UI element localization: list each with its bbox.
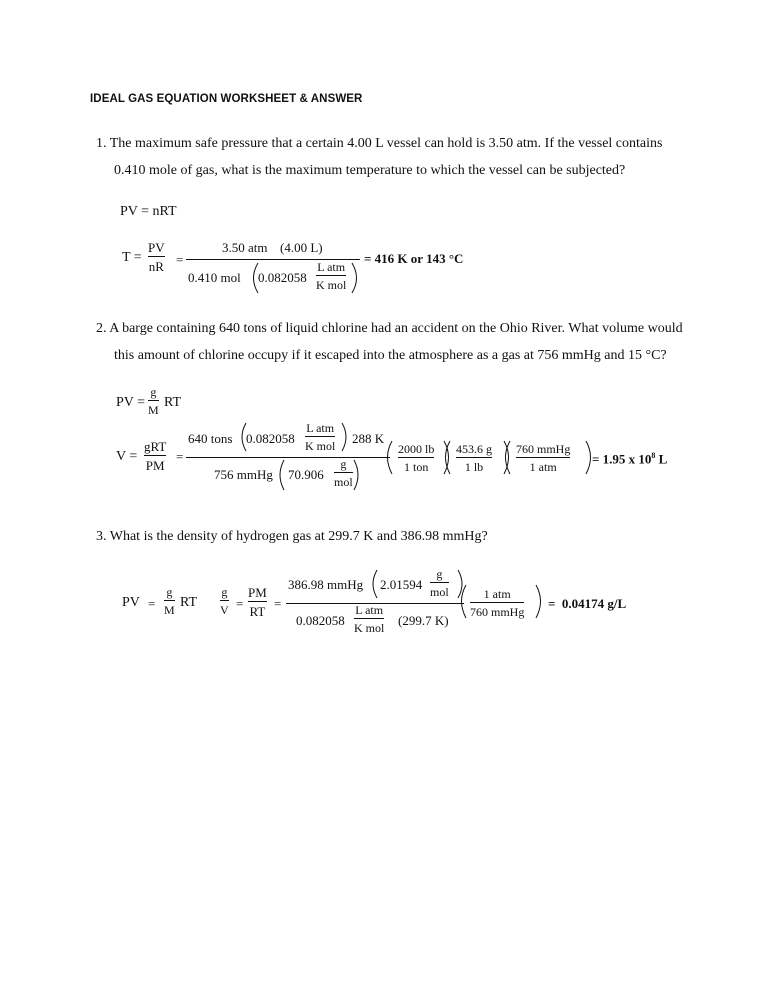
problem-3-mol: mol bbox=[430, 585, 449, 599]
problem-3-rt2: RT bbox=[249, 604, 266, 619]
problem-3-c-num: 1 atm bbox=[483, 587, 511, 601]
problem-1-answer-value: 416 K or 143 °C bbox=[374, 251, 464, 266]
problem-2-c3-num: 760 mmHg bbox=[516, 442, 571, 456]
problem-2-pm: PM bbox=[145, 458, 165, 473]
problem-1-kmol: K mol bbox=[316, 278, 347, 292]
problem-1-gas-law: PV = nRT bbox=[120, 204, 177, 219]
problem-1-latm: L atm bbox=[317, 260, 346, 274]
problem-3-answer: = 0.04174 g/L bbox=[548, 596, 627, 611]
problem-1-text-line1: 1. The maximum safe pressure that a certain 4.00 L vessel can hold is 3.50 atm. If the vessel contains bbox=[96, 136, 663, 151]
problem-2-kmol: K mol bbox=[305, 439, 336, 453]
problem-2-c2-num: 453.6 g bbox=[456, 442, 492, 456]
problem-1-r-const: 0.082058 bbox=[258, 270, 307, 285]
problem-3-equals-2: = bbox=[236, 596, 244, 611]
problem-2-answer-exp: 8 bbox=[651, 451, 656, 460]
problem-1-equals: = bbox=[176, 252, 184, 267]
problem-2-tons: 640 tons bbox=[188, 431, 233, 446]
problem-2-mol: mol bbox=[334, 475, 353, 489]
problem-2-answer-prefix: = 1.95 x 10 bbox=[592, 451, 652, 467]
problem-2-m: M bbox=[148, 403, 159, 417]
problem-3-molar-mass: 2.01594 bbox=[380, 577, 423, 592]
problem-3-m: M bbox=[164, 603, 175, 617]
problem-2-latm: L atm bbox=[306, 421, 335, 435]
problem-1-numerator-pressure: 3.50 atm bbox=[222, 240, 268, 255]
problem-2-c3-den: 1 atm bbox=[529, 460, 557, 474]
problem-3-rt: RT bbox=[180, 595, 198, 610]
problem-3-equals-1: = bbox=[148, 596, 156, 611]
problem-3-kmol: K mol bbox=[354, 621, 385, 635]
problem-1-numerator-volume: (4.00 L) bbox=[280, 240, 323, 255]
problem-2-g: g bbox=[150, 385, 157, 399]
problem-2-v-lhs: V = bbox=[116, 449, 138, 464]
problem-3-g: g bbox=[166, 585, 173, 599]
problem-1-den-mol: 0.410 mol bbox=[188, 270, 241, 285]
problem-2-pv: PV = bbox=[116, 395, 146, 410]
problem-3-temp: (299.7 K) bbox=[398, 613, 449, 628]
problem-2-rt: RT bbox=[164, 395, 182, 410]
problem-3-answer-value: 0.04174 g/L bbox=[561, 596, 627, 611]
problem-2-answer-unit: L bbox=[655, 451, 668, 467]
problem-3-equals-3: = bbox=[274, 596, 282, 611]
problem-2-equals: = bbox=[176, 449, 184, 464]
problem-3-v: V bbox=[220, 603, 229, 617]
problem-3-pm: PM bbox=[248, 585, 267, 600]
problem-1-t-lhs: T = bbox=[122, 250, 142, 265]
problem-2-text-line2: this amount of chlorine occupy if it escaped into the atmosphere as a gas at 756 mmHg and 15 °C? bbox=[114, 348, 667, 363]
problem-3-g3: g bbox=[436, 567, 443, 581]
problem-3-c-den: 760 mmHg bbox=[470, 605, 525, 619]
problem-2-c1-num: 2000 lb bbox=[398, 442, 435, 456]
problem-1-pv: PV bbox=[148, 240, 165, 255]
problem-2-temp: 288 K bbox=[352, 431, 385, 446]
problem-2-c1-den: 1 ton bbox=[404, 460, 429, 474]
page-title: IDEAL GAS EQUATION WORKSHEET & ANSWER bbox=[90, 93, 363, 105]
problem-3-r-const: 0.082058 bbox=[296, 613, 345, 628]
problem-1-answer: = 416 K or 143 °C bbox=[364, 251, 464, 266]
problem-1-text-line2: 0.410 mole of gas, what is the maximum temperature to which the vessel can be subjected? bbox=[114, 163, 626, 178]
problem-2-molar-mass: 70.906 bbox=[288, 467, 324, 482]
problem-2-mmhg: 756 mmHg bbox=[214, 467, 273, 482]
problem-1-nr: nR bbox=[148, 259, 164, 274]
problem-2-c2-den: 1 lb bbox=[464, 460, 484, 474]
problem-3-g2: g bbox=[221, 585, 228, 599]
problem-3-latm: L atm bbox=[355, 603, 384, 617]
problem-3-pv: PV bbox=[122, 595, 140, 610]
problem-2-grt: gRT bbox=[144, 439, 167, 454]
problem-2-r-const: 0.082058 bbox=[246, 431, 295, 446]
problem-3-text-line1: 3. What is the density of hydrogen gas at 299.7 K and 386.98 mmHg? bbox=[96, 529, 488, 544]
problem-3-mmhg: 386.98 mmHg bbox=[288, 577, 364, 592]
problem-2-text-line1: 2. A barge containing 640 tons of liquid chlorine had an accident on the Ohio River. What volume would bbox=[96, 321, 683, 336]
problem-2-g2: g bbox=[340, 457, 347, 471]
